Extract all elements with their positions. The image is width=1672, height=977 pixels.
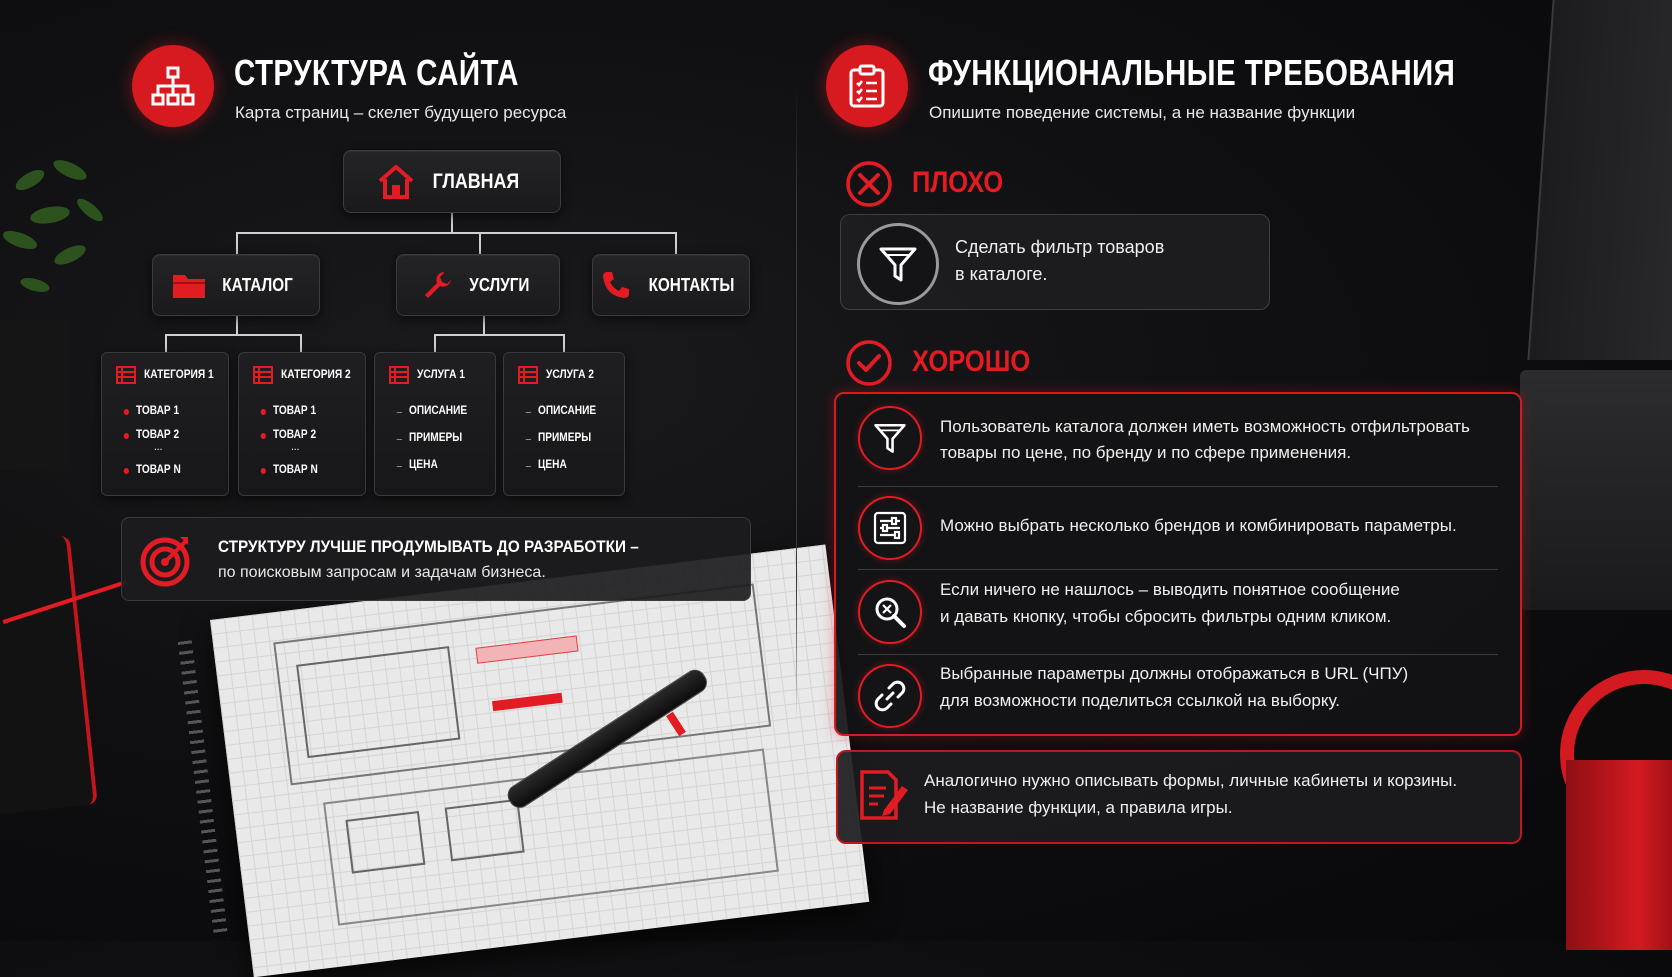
- tree-line: [236, 232, 676, 234]
- note-line-2: Не название функции, а правила игры.: [924, 798, 1233, 817]
- bad-text-line-1: Сделать фильтр товаров: [955, 237, 1165, 257]
- list-item: ТОВАР 2: [136, 429, 179, 441]
- node-home[interactable]: [343, 150, 561, 213]
- good-item-2-line-1: Можно выбрать несколько брендов и комбинировать параметры.: [940, 516, 1457, 535]
- laptop-decoration: [1527, 0, 1672, 360]
- list-icon: [518, 366, 538, 384]
- wireframe-notepad: [210, 544, 869, 977]
- requirements-title: ФУНКЦИОНАЛЬНЫЕ ТРЕБОВАНИЯ: [928, 52, 1456, 93]
- bad-text-line-2: в каталоге.: [955, 264, 1048, 284]
- tree-line: [675, 232, 677, 254]
- subnode-service-2[interactable]: [503, 352, 625, 496]
- filter-icon: [858, 406, 922, 470]
- wrench-icon: [422, 269, 454, 301]
- good-item-3-line-2: и давать кнопку, чтобы сбросить фильтры одним кликом.: [940, 607, 1392, 626]
- node-services-label: УСЛУГИ: [468, 274, 530, 295]
- category-2-title: КАТЕГОРИЯ 2: [281, 367, 351, 381]
- good-item-1-line-2: товары по цене, по бренду и по сфере применения.: [940, 443, 1352, 462]
- list-item: ...: [154, 441, 163, 453]
- node-contacts[interactable]: [592, 254, 750, 316]
- tree-line: [236, 232, 238, 254]
- list-icon: [389, 366, 409, 384]
- tree-line: [434, 334, 564, 336]
- bad-example-box: [840, 214, 1270, 310]
- list-item: ПРИМЕРЫ: [409, 432, 462, 444]
- list-item: ЦЕНА: [538, 459, 567, 471]
- tip-line-2: по поисковым запросам и задачам бизнеса.: [218, 564, 546, 581]
- node-catalog[interactable]: [152, 254, 320, 316]
- separator: [858, 569, 1498, 570]
- service-2-title: УСЛУГА 2: [546, 367, 594, 381]
- good-item-3-line-1: Если ничего не нашлось – выводить понятное сообщение: [940, 580, 1400, 599]
- tree-line: [165, 334, 167, 352]
- phone-icon: [601, 270, 631, 300]
- check-icon: [845, 339, 893, 387]
- tip-line-1: СТРУКТУРУ ЛУЧШЕ ПРОДУМЫВАТЬ ДО РАЗРАБОТКИ –: [218, 537, 639, 556]
- subnode-service-1[interactable]: [374, 352, 496, 496]
- structure-subtitle: Карта страниц – скелет будущего ресурса: [235, 103, 567, 122]
- mug-body-decoration: [1566, 760, 1672, 950]
- tree-line: [300, 334, 302, 352]
- list-item: ОПИСАНИЕ: [409, 405, 467, 417]
- node-contacts-label: КОНТАКТЫ: [648, 274, 734, 295]
- subnode-category-2[interactable]: [238, 352, 366, 496]
- list-item: ОПИСАНИЕ: [538, 405, 596, 417]
- good-item-4-line-1: Выбранные параметры должны отображаться в URL (ЧПУ): [940, 664, 1409, 683]
- link-icon: [858, 664, 922, 728]
- tree-line: [434, 334, 436, 352]
- list-item: ТОВАР 2: [273, 429, 316, 441]
- node-services[interactable]: [396, 254, 560, 316]
- column-divider: [796, 80, 797, 720]
- list-item: ЦЕНА: [409, 459, 438, 471]
- list-item: ТОВАР N: [273, 464, 318, 476]
- list-icon: [253, 366, 273, 384]
- requirements-subtitle: Опишите поведение системы, а не название функции: [929, 103, 1356, 122]
- close-icon: [845, 160, 893, 208]
- list-item: ПРИМЕРЫ: [538, 432, 591, 444]
- tree-line: [479, 232, 481, 254]
- good-example-box: [834, 392, 1522, 736]
- sitemap-icon: [132, 45, 214, 127]
- good-item-4-line-2: для возможности поделиться ссылкой на выборку.: [940, 691, 1340, 710]
- note-line-1: Аналогично нужно описывать формы, личные кабинеты и корзины.: [924, 771, 1458, 790]
- node-catalog-label: КАТАЛОГ: [222, 274, 294, 295]
- structure-title: СТРУКТУРА САЙТА: [234, 52, 519, 93]
- list-item: ...: [291, 441, 300, 453]
- separator: [858, 486, 1498, 487]
- target-icon: [140, 533, 194, 587]
- clipboard-icon: [826, 45, 908, 127]
- bad-label: ПЛОХО: [912, 166, 1004, 199]
- subnode-category-1[interactable]: [101, 352, 229, 496]
- tree-line: [165, 334, 301, 336]
- search-x-icon: [858, 580, 922, 644]
- document-edit-icon: [854, 768, 910, 824]
- folder-icon: [172, 271, 206, 299]
- list-item: ТОВАР N: [136, 464, 181, 476]
- list-item: ТОВАР 1: [273, 405, 316, 417]
- notebook-decoration: [0, 535, 98, 814]
- filter-icon: [857, 223, 939, 305]
- note-box: [836, 750, 1522, 844]
- tree-line: [483, 315, 485, 335]
- list-item: ТОВАР 1: [136, 405, 179, 417]
- tree-line: [563, 334, 565, 352]
- structure-tip: [121, 517, 751, 601]
- good-item-1-line-1: Пользователь каталога должен иметь возможность отфильтровать: [940, 417, 1470, 436]
- node-home-label: ГЛАВНАЯ: [432, 169, 520, 193]
- laptop-keyboard-decoration: [1520, 370, 1672, 610]
- list-icon: [116, 366, 136, 384]
- separator: [858, 654, 1498, 655]
- tree-line: [451, 211, 453, 233]
- category-1-title: КАТЕГОРИЯ 1: [144, 367, 214, 381]
- good-label: ХОРОШО: [912, 345, 1031, 378]
- service-1-title: УСЛУГА 1: [417, 367, 465, 381]
- tree-line: [236, 315, 238, 335]
- home-icon: [377, 164, 415, 200]
- sliders-icon: [858, 496, 922, 560]
